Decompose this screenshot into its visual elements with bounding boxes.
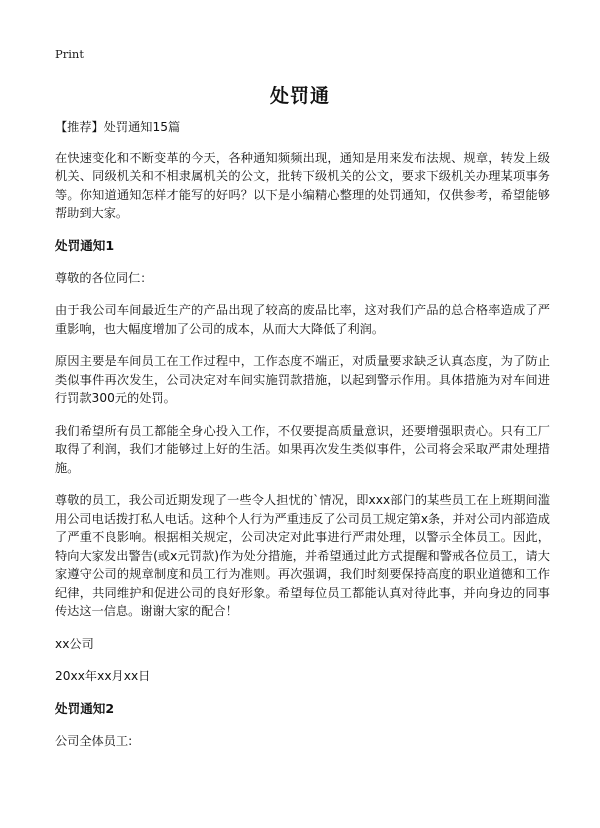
notice-2-heading: 处罚通知2 bbox=[55, 700, 115, 716]
notice-1-paragraph: 原因主要是车间员工在工作过程中，工作态度不端正，对质量要求缺乏认真态度，为了防止类似事件再次发生，公司决定对车间实施罚款措施，以起到警示作用。具体措施为对车间进行罚款300元的处罚。 bbox=[55, 354, 550, 405]
notice-1-salutation: 尊敬的各位同仁： bbox=[55, 270, 153, 285]
notice-1-date: 20xx年xx月xx日 bbox=[55, 669, 151, 683]
document-body bbox=[55, 118, 550, 764]
notice-1-paragraph: 我们希望所有员工都能全身心投入工作，不仅要提高质量意识，还要增强职责心。只有工厂取得了利润，我们才能够过上好的生活。如果再次发生类似事件，公司将会采取严肃处理措施。 bbox=[55, 423, 550, 475]
notice-1-paragraph: 尊敬的员工，我公司近期发现了一些令人担忧的`情况，即xxx部门的某些员工在上班期间滥用公司电话拨打私人电话。这种个人行为严重违反了公司员工规定第x条，并对公司内部造成了严重不良影响。根据相关规定，公司决定对此事进行严肃处理，以警示全体员工。因此，特向大家发出警告(或x元罚款)作为处分措施，并希望通过此方式提醒和警戒各位员工，请大家遵守公司的规章制度和员工行为准则。再次强调，我们时刻要保持高度的职业道德和工作纪律，共同维护和促进公司的良好形象。希望每位员工都能认真对待此事，并向身边的同事传达这一信息。谢谢大家的配合！ bbox=[55, 493, 550, 618]
print-label: Print bbox=[55, 47, 84, 61]
notice-2-salutation: 公司全体员工: bbox=[55, 733, 133, 748]
notice-1-paragraph: 由于我公司车间最近生产的产品出现了较高的废品比率，这对我们产品的总合格率造成了严重影响，也大幅度增加了公司的成本，从而大大降低了利润。 bbox=[55, 303, 550, 336]
intro-paragraph: 在快速变化和不断变革的今天，各种通知频频出现，通知是用来发布法规、规章，转发上级机关、同级机关和不相隶属机关的公文，批转下级机关的公文，要求下级机关办理某项事务等。你知道通知怎样才能写的好吗？以下是小编精心整理的处罚通知，仅供参考，希望能够帮助到大家。 bbox=[55, 150, 550, 220]
recommend-line: 【推荐】处罚通知15篇 bbox=[55, 120, 181, 134]
notice-1-signature: xx公司 bbox=[55, 636, 94, 651]
notice-1-heading: 处罚通知1 bbox=[55, 237, 115, 253]
document-title: 处罚通 bbox=[269, 85, 330, 107]
